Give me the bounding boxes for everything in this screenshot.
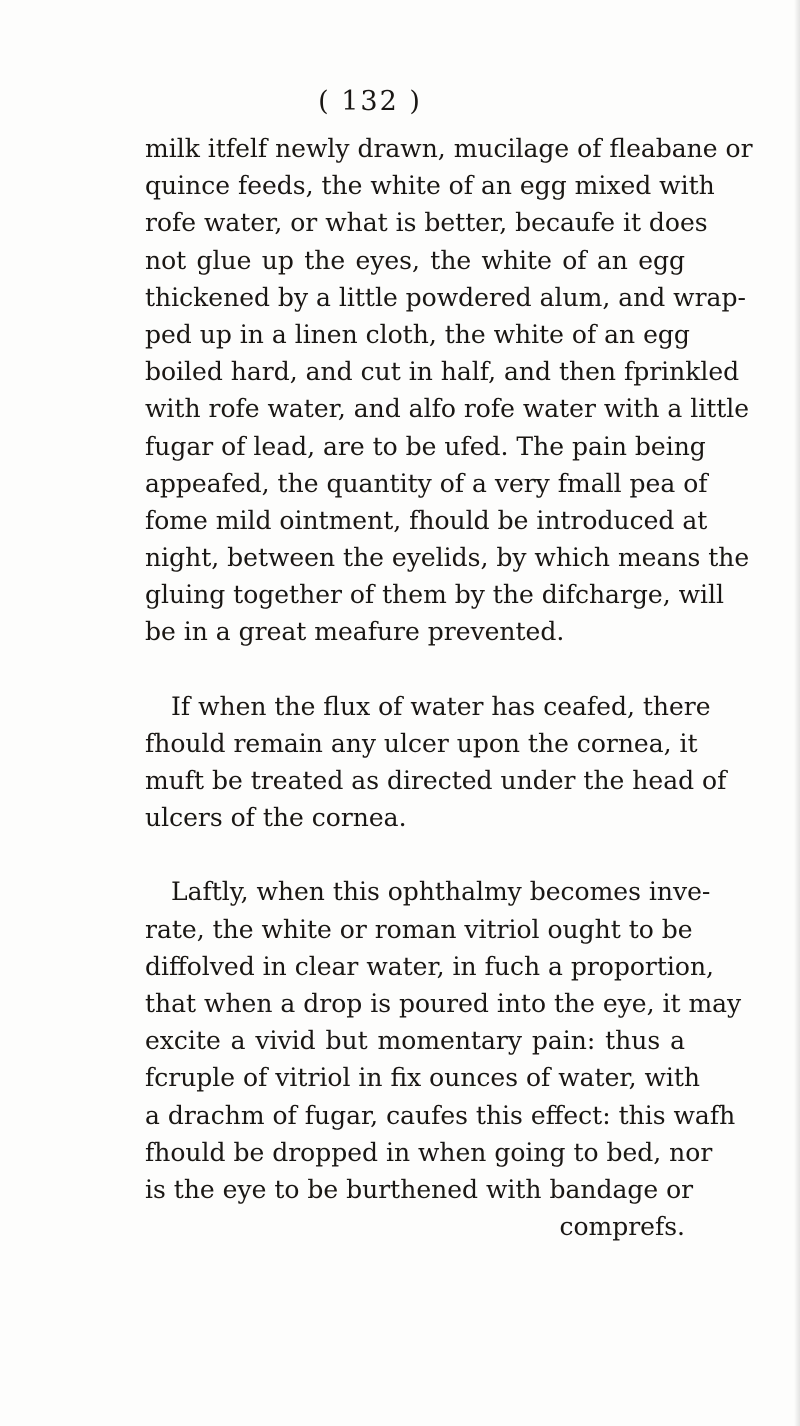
catchword: comprefs. [559, 1212, 685, 1242]
text-line: ped up in a linen cloth, the white of an egg [145, 319, 690, 349]
text-line: muft be treated as directed under the head of [145, 766, 727, 795]
text-line: night, between the eyelids, by which means the [145, 543, 750, 573]
text-line: excite a vivid but momentary pain: thus a [145, 1026, 685, 1056]
text-line: not glue up the eyes, the white of an egg [145, 245, 685, 275]
body-text [145, 130, 753, 1245]
text-line: fhould be dropped in when going to bed, nor [145, 1137, 713, 1167]
text-line: with rofe water, and alfo rofe water with a little [145, 394, 750, 424]
text-line: that when a drop is poured into the eye, it may [145, 988, 742, 1018]
paragraph-gap [145, 651, 685, 688]
text-line: If when the flux of water has ceafed, there [171, 691, 711, 721]
text-line: fugar of lead, are to be ufed. The pain being [145, 431, 706, 461]
text-line: fcruple of vitriol in fix ounces of water, with [145, 1063, 701, 1093]
text-line: diffolved in clear water, in fuch a proportion, [145, 951, 715, 981]
text-line: be in a great meafure prevented. [145, 617, 565, 647]
page-spine-shadow [794, 0, 800, 1426]
text-line: rate, the white or roman vitriol ought to be [145, 914, 693, 944]
text-line: Laftly, when this ophthalmy becomes inve- [171, 877, 711, 907]
text-line: fhould remain any ulcer upon the cornea, it [145, 728, 698, 758]
paragraph-gap [145, 836, 685, 873]
text-line: gluing together of them by the difcharge, will [145, 580, 724, 610]
text-line: rofe water, or what is better, becaufe it does [145, 208, 708, 238]
text-line: quince feeds, the white of an egg mixed with [145, 171, 715, 201]
text-line: is the eye to be burthened with bandage or [145, 1174, 694, 1204]
page-number: ( 132 ) [318, 86, 422, 117]
text-line: appeafed, the quantity of a very fmall pea of [145, 468, 708, 498]
text-line: thickened by a little powdered alum, and wrap- [145, 282, 746, 312]
text-line: milk itfelf newly drawn, mucilage of fleabane or [145, 134, 753, 163]
text-line: fome mild ointment, fhould be introduced at [145, 505, 708, 535]
text-line: ulcers of the cornea. [145, 803, 407, 833]
text-line: boiled hard, and cut in half, and then fprinkled [145, 357, 740, 387]
text-line: a drachm of fugar, caufes this effect: this wafh [145, 1100, 736, 1130]
